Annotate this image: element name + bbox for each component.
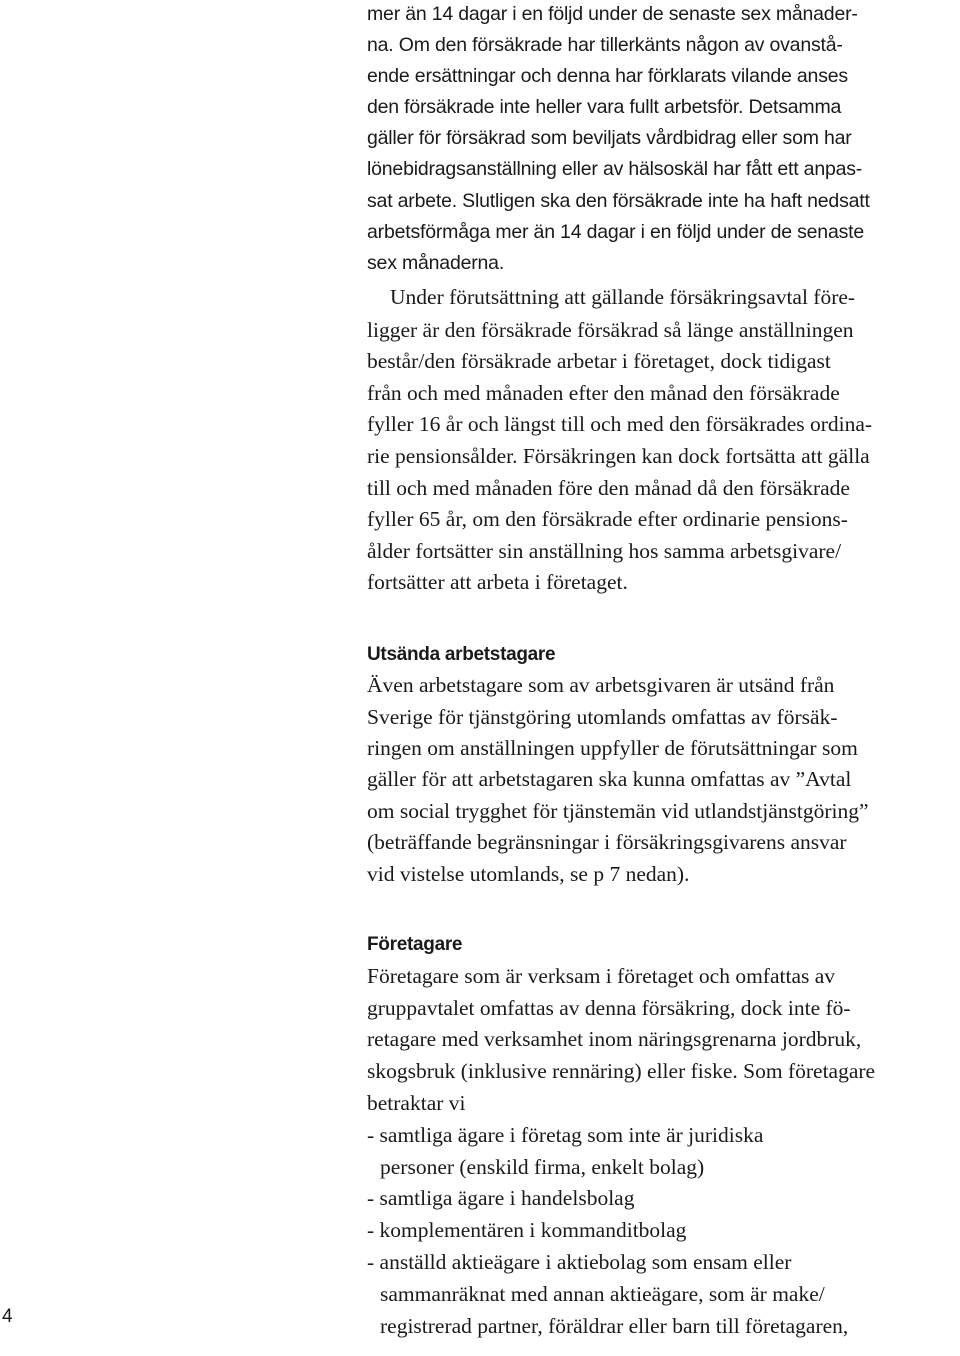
text-line: består/den försäkrade arbetar i företaget, dock tidigast (367, 349, 831, 373)
text-line: sat arbete. Slutligen ska den försäkrade inte ha haft nedsatt (367, 190, 870, 212)
text-line: fyller 16 år och längst till och med den försäkrades ordina- (367, 412, 873, 436)
text-line: Även arbetstagare som av arbetsgivaren är utsänd från (367, 673, 835, 697)
list-item-continuation: sammanräknat med annan aktieägare, som är make/ (380, 1282, 825, 1306)
page-number: 4 (2, 1306, 13, 1327)
list-item-continuation: personer (enskild firma, enkelt bolag) (380, 1155, 705, 1179)
text-line: gäller för försäkrad som beviljats vårdbidrag eller som har (367, 127, 852, 149)
text-line: ålder fortsätter sin anställning hos samma arbetsgivare/ (367, 539, 842, 563)
list-item: - samtliga ägare i företag som inte är juridiska (367, 1123, 764, 1147)
section-heading: Utsända arbetstagare (367, 644, 556, 665)
list-item: - samtliga ägare i handelsbolag (367, 1186, 635, 1210)
text-line: ringen om anställningen uppfyller de förutsättningar som (367, 736, 858, 760)
text-line: arbetsförmåga mer än 14 dagar i en följd under de senaste (367, 221, 864, 243)
text-line: na. Om den försäkrade har tillerkänts någon av ovanstå- (367, 34, 843, 56)
text-line: ende ersättningar och denna har förklarats vilande anses (367, 65, 848, 87)
list-item-continuation: registrerad partner, föräldrar eller barn till företagaren, (380, 1314, 849, 1338)
text-line: (beträffande begränsningar i försäkringsgivarens ansvar (367, 830, 847, 854)
text-line: rie pensionsålder. Försäkringen kan dock fortsätta att gälla (367, 444, 870, 468)
text-line: Under förutsättning att gällande försäkringsavtal före- (390, 285, 856, 309)
text-line: Sverige för tjänstgöring utomlands omfattas av försäk- (367, 705, 838, 729)
text-line: sex månaderna. (367, 252, 505, 274)
text-line: betraktar vi (367, 1091, 466, 1115)
text-line: gäller för att arbetstagaren ska kunna omfattas av ”Avtal (367, 767, 852, 791)
text-line: mer än 14 dagar i en följd under de senaste sex månader- (367, 3, 858, 25)
text-line: fortsätter att arbeta i företaget. (367, 570, 628, 594)
text-line: den försäkrade inte heller vara fullt arbetsför. Detsamma (367, 96, 842, 118)
text-line: från och med månaden efter den månad den försäkrade (367, 381, 840, 405)
text-line: ligger är den försäkrade försäkrad så länge anställningen (367, 318, 854, 342)
text-line: lönebidragsanställning eller av hälsoskäl har fått ett anpas- (367, 158, 863, 180)
text-line: gruppavtalet omfattas av denna försäkring, dock inte fö- (367, 996, 851, 1020)
section-heading: Företagare (367, 934, 463, 955)
text-line: fyller 65 år, om den försäkrade efter ordinarie pensions- (367, 507, 848, 531)
text-line: till och med månaden före den månad då den försäkrade (367, 476, 850, 500)
text-line: Företagare som är verksam i företaget och omfattas av (367, 964, 836, 988)
text-line: retagare med verksamhet inom näringsgrenarna jordbruk, (367, 1027, 862, 1051)
text-line: vid vistelse utomlands, se p 7 nedan). (367, 862, 690, 886)
text-line: om social trygghet för tjänstemän vid utlandstjänstgöring” (367, 799, 869, 823)
list-item: - komplementären i kommanditbolag (367, 1218, 687, 1242)
text-line: skogsbruk (inklusive rennäring) eller fiske. Som företagare (367, 1059, 876, 1083)
list-item: - anställd aktieägare i aktiebolag som ensam eller (367, 1250, 792, 1274)
